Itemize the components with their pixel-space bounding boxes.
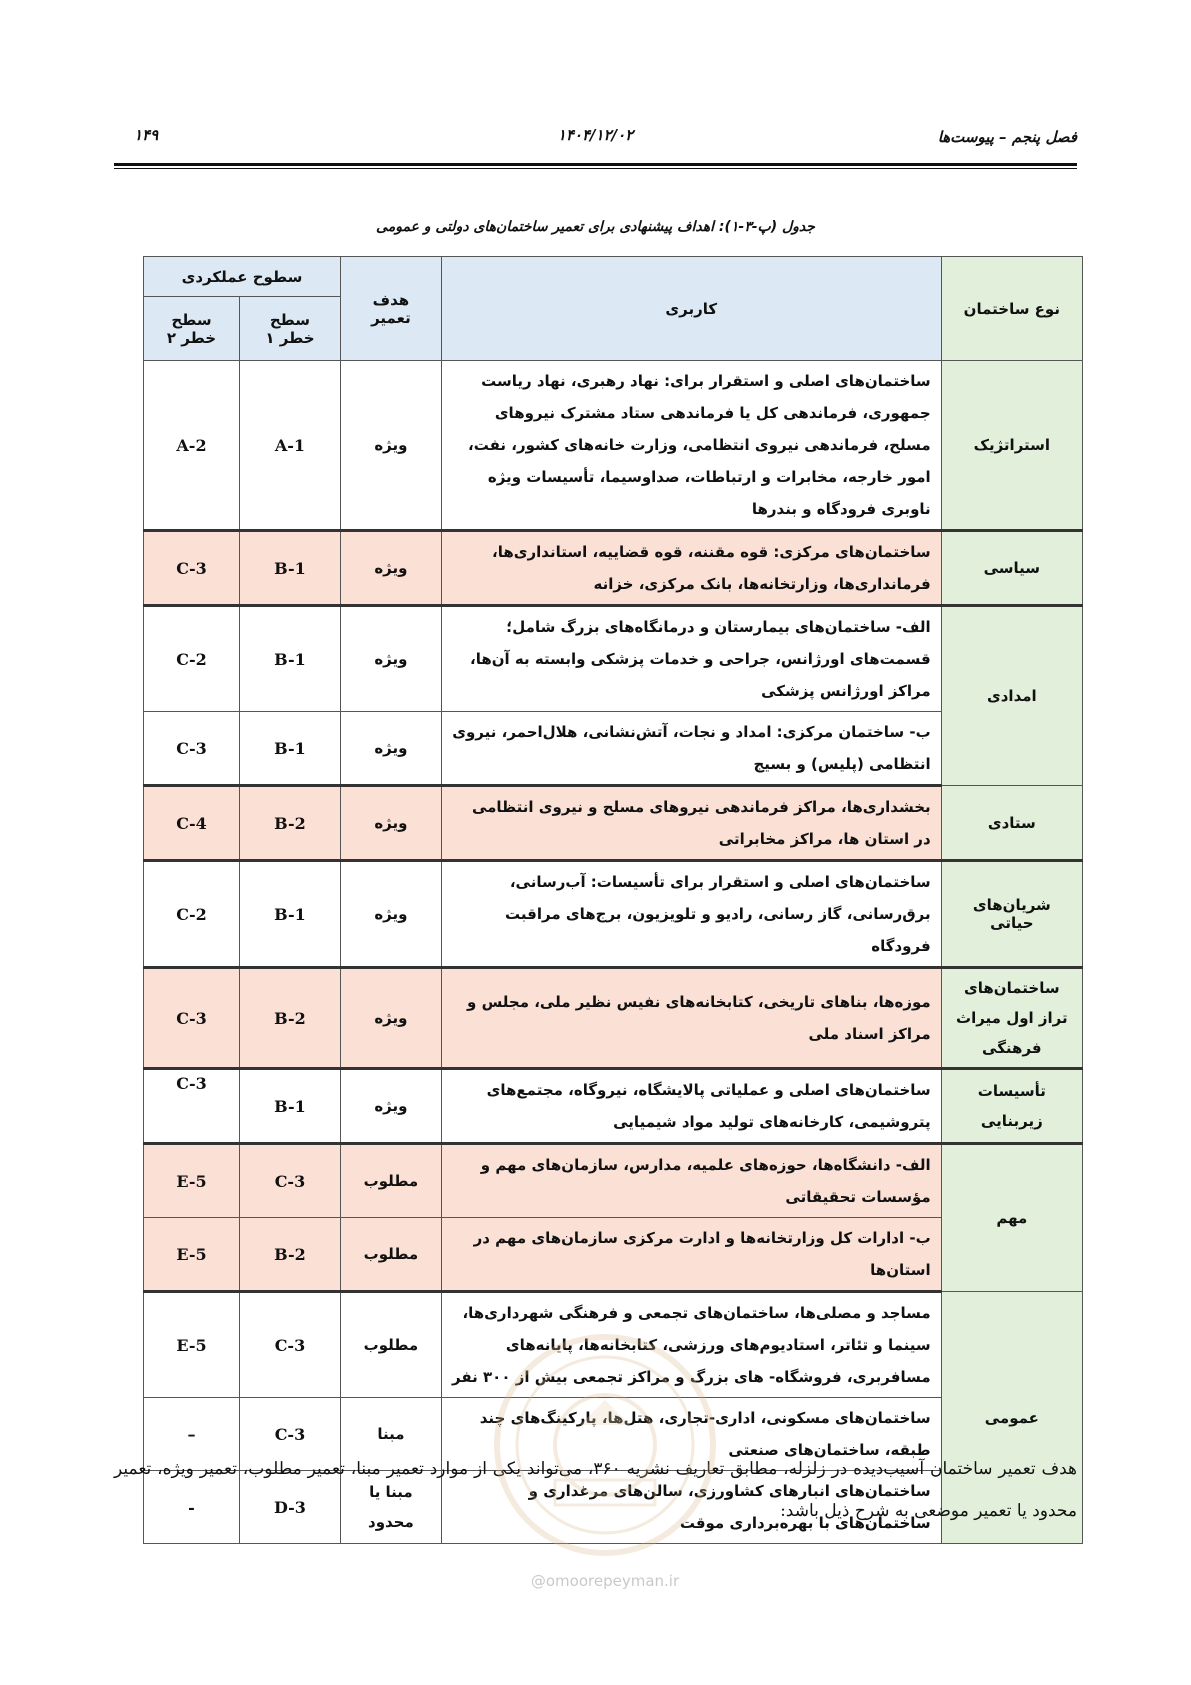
usage-cell: ب- ادارات کل وزارتخانه‌ها و ادارت مرکزی سازمان‌های مهم در استان‌ها (441, 1218, 941, 1292)
risk-level-2-cell: E-5 (144, 1144, 240, 1218)
table-row (144, 861, 1083, 968)
risk-level-1-cell: C-3 (239, 1398, 340, 1471)
header-rule-thick (114, 163, 1077, 166)
risk-level-2-cell: C-3 (144, 968, 240, 1069)
header-risk-level-1: سطح خطر ۱ (239, 297, 340, 361)
usage-cell: ساختمان‌های اصلی و استقرار برای: نهاد رهبری، نهاد ریاست جمهوری، فرماندهی کل یا فرماندهی ستاد مشترک نیروهای مسلح، فرماندهی نیروی انتظامی، وزارت خانه‌های کشور، نفت، امور خارجه، مخابرات و ارتباطات، صداوسیما، تأسیسات ویژه ناوبری فرودگاه و بندرها (441, 361, 941, 531)
building-type-cell: شریان‌های حیاتی (941, 861, 1082, 968)
building-type-cell: مهم (941, 1144, 1082, 1292)
header-performance-levels: سطوح عملکردی (144, 257, 341, 297)
header-usage: کاربری (441, 257, 941, 361)
building-type-cell: سیاسی (941, 531, 1082, 606)
page-number: ۱۴۹ (134, 126, 159, 144)
risk-level-2-cell: C-2 (144, 606, 240, 712)
usage-cell: ساختمان‌های اصلی و استقرار برای تأسیسات: آب‌رسانی، برق‌رسانی، گاز رسانی، رادیو و تلویزیون، برج‌های مراقبت فرودگاه (441, 861, 941, 968)
risk-level-2-cell: E-5 (144, 1292, 240, 1398)
usage-cell: ساختمان‌های مسکونی، اداری-تجاری، هتل‌ها، پارکینگ‌های چند طبقه، ساختمان‌های صنعتی (441, 1398, 941, 1471)
repair-goal-cell: مطلوب (340, 1292, 441, 1398)
page-header (114, 124, 1077, 148)
building-type-cell: ساختمان‌های تراز اول میراث فرهنگی (941, 968, 1082, 1069)
repair-goal-cell: مطلوب (340, 1144, 441, 1218)
building-type-cell: تأسیسات زیربنایی (941, 1069, 1082, 1144)
risk-level-1-cell: B-1 (239, 531, 340, 606)
building-type-cell: عمومی (941, 1292, 1082, 1544)
table-caption: جدول (پ-۳-۱): اهداف پیشنهادی برای تعمیر ساختمان‌های دولتی و عمومی (376, 219, 815, 235)
risk-level-2-cell: – (144, 1398, 240, 1471)
risk-level-1-cell: B-1 (239, 606, 340, 712)
risk-level-2-cell: C-4 (144, 786, 240, 861)
chapter-title: فصل پنجم – پیوست‌ها (937, 128, 1077, 146)
table-row (144, 531, 1083, 606)
usage-cell: ب- ساختمان مرکزی: امداد و نجات، آتش‌نشانی، هلال‌احمر، نیروی انتظامی (پلیس) و بسیج (441, 712, 941, 786)
risk-level-1-cell: B-2 (239, 1218, 340, 1292)
risk-level-1-cell: B-1 (239, 1069, 340, 1144)
repair-goal-cell: ویژه (340, 606, 441, 712)
usage-cell: ساختمان‌های انبارهای کشاورزی، سالن‌های مرغداری و ساختمان‌های با بهره‌برداری موقت (441, 1471, 941, 1544)
header-risk-level-2: سطح خطر ۲ (144, 297, 240, 361)
building-type-cell: ستادی (941, 786, 1082, 861)
repair-goal-cell: ویژه (340, 712, 441, 786)
table-row (144, 786, 1083, 861)
table-row (144, 361, 1083, 531)
watermark-url: @omoorepeyman.ir (530, 1572, 680, 1590)
risk-level-2-cell: C-3 (144, 1069, 240, 1144)
building-type-cell: امدادی (941, 606, 1082, 786)
repair-goal-cell: مطلوب (340, 1218, 441, 1292)
table-header-row (144, 257, 1083, 297)
repair-goal-cell: ویژه (340, 361, 441, 531)
risk-level-1-cell: B-2 (239, 968, 340, 1069)
repair-goal-cell: ویژه (340, 1069, 441, 1144)
risk-level-2-cell: C-3 (144, 531, 240, 606)
building-type-cell: استراتژیک (941, 361, 1082, 531)
usage-cell: ساختمان‌های اصلی و عملیاتی پالایشگاه، نیروگاه، مجتمع‌های پتروشیمی، کارخانه‌های تولید مواد شیمیایی (441, 1069, 941, 1144)
header-rule-thin (114, 168, 1077, 169)
seal-logo-icon (490, 1330, 720, 1560)
risk-level-1-cell: A-1 (239, 361, 340, 531)
repair-goal-cell: مبنا یا محدود (340, 1471, 441, 1544)
usage-cell: بخشداری‌ها، مراکز فرماندهی نیروهای مسلح و نیروی انتظامی در استان ها، مراکز مخابراتی (441, 786, 941, 861)
header-repair-goal: هدف تعمیر (340, 257, 441, 361)
repair-goal-cell: ویژه (340, 786, 441, 861)
table-row (144, 1144, 1083, 1218)
risk-level-2-cell: A-2 (144, 361, 240, 531)
repair-goal-cell: ویژه (340, 861, 441, 968)
risk-level-1-cell: B-2 (239, 786, 340, 861)
risk-level-1-cell: B-1 (239, 861, 340, 968)
risk-level-2-cell: E-5 (144, 1218, 240, 1292)
repair-goal-cell: ویژه (340, 968, 441, 1069)
risk-level-2-cell: - (144, 1471, 240, 1544)
usage-cell: مساجد و مصلی‌ها، ساختمان‌های تجمعی و فرهنگی شهرداری‌ها، سینما و تئاتر، استادیوم‌های ورزشی، کتابخانه‌ها، پایانه‌های مسافربری، فروشگاه- های بزرگ و مراکز تجمعی بیش از ۳۰۰ نفر (441, 1292, 941, 1398)
risk-level-1-cell: C-3 (239, 1144, 340, 1218)
table-row (144, 968, 1083, 1069)
usage-cell: الف- ساختمان‌های بیمارستان و درمانگاه‌های بزرگ شامل؛ قسمت‌های اورژانس، جراحی و خدمات پزشکی وابسته به آن‌ها، مراکز اورژانس پزشکی (441, 606, 941, 712)
header-date: ۱۴۰۴/۱۲/۰۲ (557, 126, 634, 144)
risk-level-2-cell: C-2 (144, 861, 240, 968)
table-row (144, 1069, 1083, 1144)
risk-level-1-cell: D-3 (239, 1471, 340, 1544)
body-paragraph: هدف تعمیر ساختمان آسیب‌دیده در زلزله، مطابق تعاریف نشریه ۳۶۰، می‌تواند یکی از موارد تعمیر مبنا، تعمیر مطلوب، تعمیر ویژه، تعمیر محدود یا تعمیر موضعی به شرح ذیل باشد: (114, 1459, 1077, 1521)
usage-cell: الف- دانشگاه‌ها، حوزه‌های علمیه، مدارس، سازمان‌های مهم و مؤسسات تحقیقاتی (441, 1144, 941, 1218)
table-row (144, 606, 1083, 712)
usage-cell: ساختمان‌های مرکزی: قوه مقننه، قوه قضاییه، استانداری‌ها، فرمانداری‌ها، وزارتخانه‌ها، بانک مرکزی، خزانه (441, 531, 941, 606)
header-building-type: نوع ساختمان (941, 257, 1082, 361)
usage-cell: موزه‌ها، بناهای تاریخی، کتابخانه‌های نفیس نظیر ملی، مجلس و مراکز اسناد ملی (441, 968, 941, 1069)
risk-level-1-cell: C-3 (239, 1292, 340, 1398)
risk-level-2-cell: C-3 (144, 712, 240, 786)
risk-level-1-cell: B-1 (239, 712, 340, 786)
repair-goal-cell: مبنا (340, 1398, 441, 1471)
repair-goal-cell: ویژه (340, 531, 441, 606)
